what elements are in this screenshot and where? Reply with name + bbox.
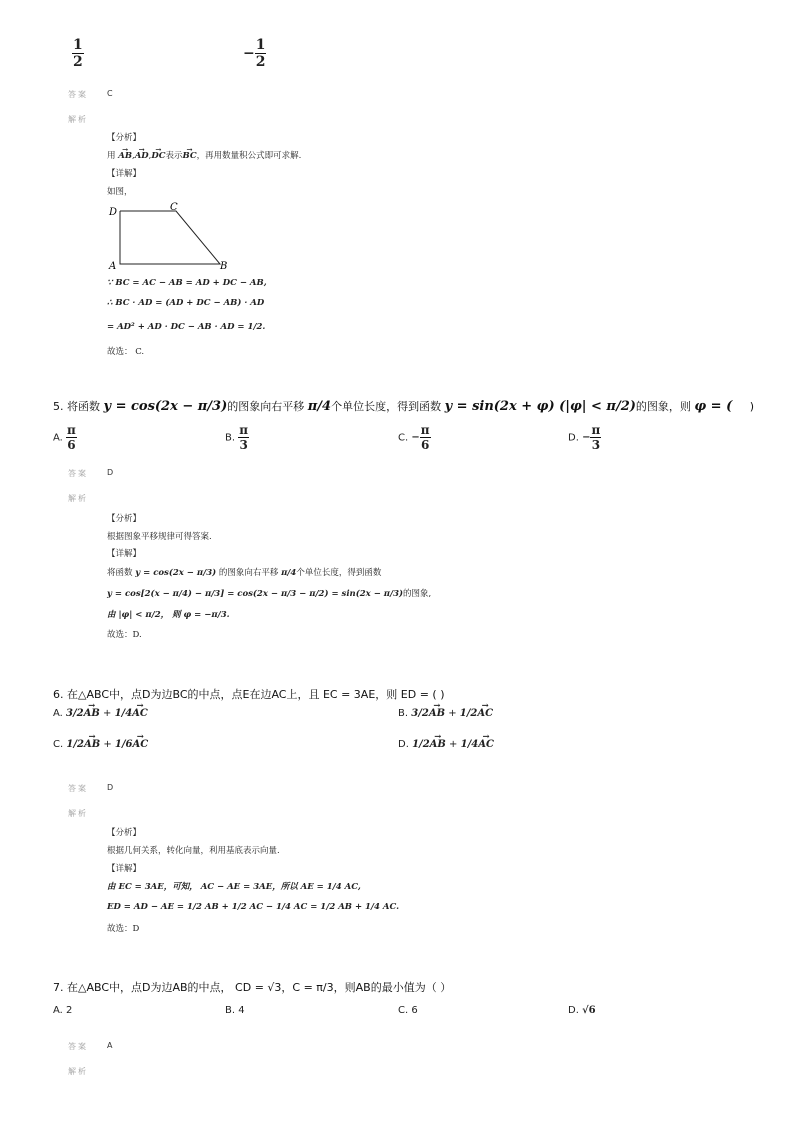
question-6-stem: 6. 在△ABC中，点D为边BC的中点，点E在边AC上，且 EC = 3AE，则 ED = ( ) (53, 688, 445, 701)
vertex-c: C (170, 202, 178, 213)
q7-option-d[interactable]: D. √6 (568, 1005, 596, 1016)
vertex-b: B (220, 261, 228, 272)
q6-option-c[interactable]: C. 1/2→ AB + 1/6→ AC (53, 739, 148, 750)
fenxi-heading: 【分析】 (107, 828, 142, 838)
detail-line-1: 由 EC = 3AE，可知， AC − AE = 3AE，所以 AE = 1/4 AC, (107, 882, 361, 892)
answer-label: 答案 (68, 90, 88, 99)
q6-option-d[interactable]: D. 1/2→ AB + 1/4→ AC (398, 739, 494, 750)
detail-line-1: 将函数 y = cos(2x − π/3) 的图象向右平移 π/4个单位长度，得到函数 (107, 568, 382, 578)
vertex-a: A (109, 261, 117, 272)
q5-option-a[interactable]: A. $\frac{\pi}{6}$ (53, 423, 76, 452)
q6-option-b[interactable]: B. 3/2→ AB + 1/2→ AC (398, 708, 493, 719)
guxuan: 故选：D (107, 924, 140, 934)
analysis-label: 解析 (68, 809, 88, 818)
q7-option-b[interactable]: B. 4 (225, 1005, 245, 1016)
guxuan: 故选：D. (107, 630, 142, 640)
trapezoid-figure (104, 200, 234, 272)
fenxi-text: 用 → AB,→ AD,→ DC表示→ BC，再用数量积公式即可求解. (107, 149, 301, 161)
answer-value: D (107, 783, 114, 792)
top-option-fraction-left: $\frac{1}{2}$ (73, 37, 83, 70)
answer-value: C (107, 89, 113, 98)
answer-label: 答案 (68, 784, 88, 793)
answer-label: 答案 (68, 469, 88, 478)
fenxi-text: 根据几何关系，转化向量，利用基底表示向量. (107, 846, 280, 856)
fenxi-heading: 【分析】 (107, 133, 142, 143)
q7-option-a[interactable]: A. 2 (53, 1005, 73, 1016)
xiangjie-heading: 【详解】 (107, 864, 142, 874)
analysis-label: 解析 (68, 1067, 88, 1076)
question-5-stem: 5. 将函数 y = cos(2x − π/3)的图象向右平移 π/4个单位长度，得到函数 y = sin(2x + φ) (|φ| < π/2)的图象，则 φ = ( ) (53, 399, 755, 414)
answer-value: D (107, 468, 114, 477)
q6-option-a[interactable]: A. 3/2→ AB + 1/4→ AC (53, 708, 148, 719)
q5-option-b[interactable]: B. $\frac{\pi}{3}$ (225, 423, 249, 452)
detail-line-3: = AD² + AD · DC − AB · AD = 1/2. (107, 322, 266, 332)
detail-line-3: 由 |φ| < π/2， 则 φ = −π/3. (107, 610, 230, 620)
detail-line-2: ∴ BC · AD = (AD + DC − AB) · AD (107, 298, 265, 308)
xiangjie-heading: 【详解】 (107, 169, 142, 179)
top-option-fraction-right: − $\frac{1}{2}$ (243, 37, 266, 70)
fenxi-text: 根据图象平移规律可得答案. (107, 532, 212, 542)
rutu-text: 如图， (107, 187, 133, 197)
analysis-label: 解析 (68, 115, 88, 124)
analysis-label: 解析 (68, 494, 88, 503)
xiangjie-heading: 【详解】 (107, 549, 142, 559)
answer-value: A (107, 1041, 113, 1050)
guxuan: 故选： C. (107, 347, 145, 357)
question-7-stem: 7. 在△ABC中，点D为边AB的中点， CD = √3，C = π/3，则AB的最小值为（ ） (53, 981, 452, 994)
q5-option-d[interactable]: D. − $\frac{\pi}{3}$ (568, 423, 601, 452)
detail-line-1: ∵ BC = AC − AB = AD + DC − AB, (107, 278, 267, 288)
answer-label: 答案 (68, 1042, 88, 1051)
vertex-d: D (109, 207, 118, 218)
detail-line-2: ED = AD − AE = 1/2 AB + 1/2 AC − 1/4 AC = 1/2 AB + 1/4 AC. (107, 902, 400, 912)
q5-option-c[interactable]: C. − $\frac{\pi}{6}$ (398, 423, 430, 452)
detail-line-2: y = cos[2(x − π/4) − π/3] = cos(2x − π/3 − π/2) = sin(2x − π/3)的图象, (107, 589, 432, 599)
q7-option-c[interactable]: C. 6 (398, 1005, 418, 1016)
fenxi-heading: 【分析】 (107, 514, 142, 524)
